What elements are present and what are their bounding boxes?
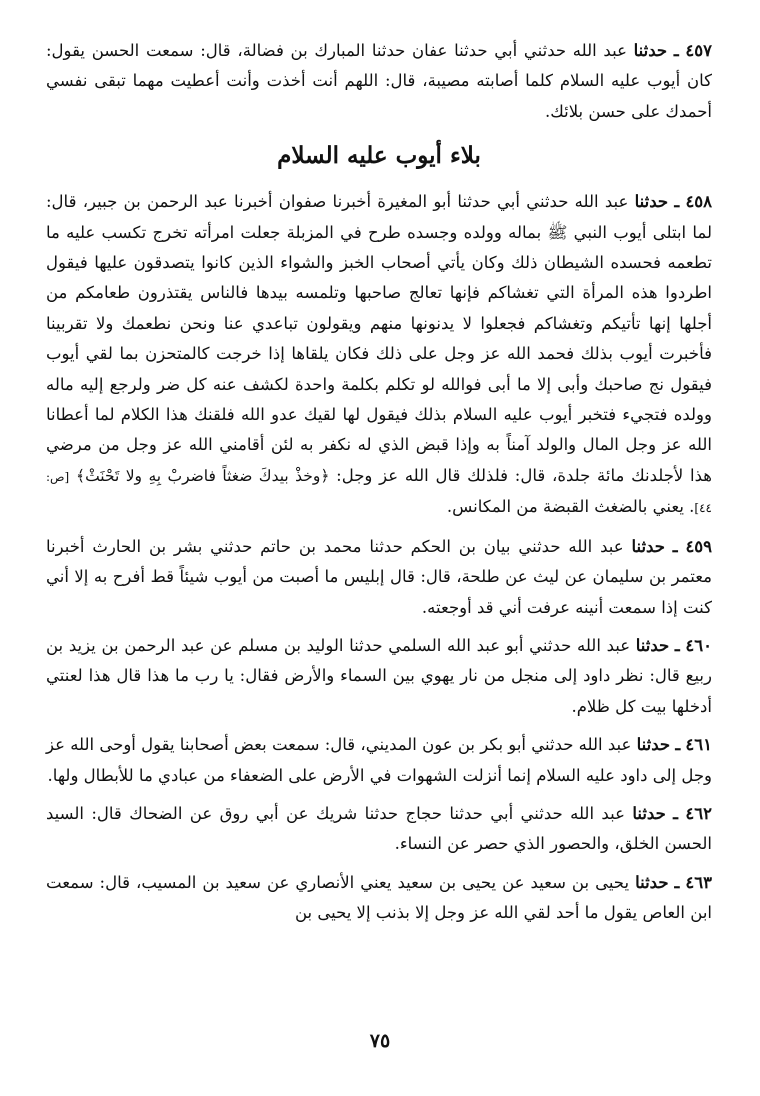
- hadith-text: يحيى بن سعيد عن يحيى بن سعيد يعني الأنصاري عن سعيد بن المسيب، قال: سمعت ابن العاص يقول ما أحد لقي الله عز وجل إلا بذنب إلا يحيى بن: [46, 872, 712, 923]
- hadith-463: [46, 868, 712, 929]
- hadith-keyword: حدثنا: [635, 635, 670, 655]
- hadith-dash: ـ: [674, 192, 680, 212]
- hadith-keyword: حدثنا: [632, 803, 666, 823]
- hadith-462: [46, 799, 712, 860]
- hadith-number: ٤٥٨: [685, 192, 713, 212]
- page-number: ٧٥: [369, 1030, 391, 1052]
- hadith-457: [46, 36, 712, 127]
- hadith-keyword: حدثنا: [636, 735, 671, 755]
- section-heading: بلاء أيوب عليه السلام: [277, 142, 481, 170]
- hadith-keyword: حدثنا: [634, 192, 669, 212]
- hadith-text: عبد الله حدثني بيان بن الحكم حدثنا محمد بن حاتم حدثني بشر بن الحارث أخبرنا معتمر بن سليمان عن ليث عن طلحة، قال: قال إبليس ما أصبت من أيوب شيئاً قط أفرح به إلا أني كنت إذا سمعت أنينه عرفت أني قد أوجعته.: [46, 536, 712, 617]
- hadith-459: [46, 532, 712, 623]
- hadith-text: عبد الله حدثني أبو عبد الله السلمي حدثنا الوليد بن مسلم عن عبد الرحمن بن يزيد بن ربيع قال: نظر داود إلى منجل من نار يهوي بين السماء والأرض فقال: يا رب ما هذا قال هذا لعنتي أدخلها بيت كل ظلام.: [46, 635, 712, 716]
- hadith-number: ٤٥٩: [685, 536, 713, 556]
- hadith-460: [46, 631, 712, 722]
- hadith-text: عبد الله حدثني أبو بكر بن عون المديني، قال: سمعت بعض أصحابنا يقول أوحى الله عز وجل إلى داود عليه السلام إنما أنزلت الشهوات في الأرض على الضعفاء من عبادي ما للأبطال ولها.: [46, 735, 712, 785]
- hadith-number: ٤٦٣: [685, 872, 712, 892]
- quran-verse: ﴿وخذْ بيدكَ ضغثاً فاضربْ بِهِ ولا تَحْنَثْ﴾: [75, 466, 330, 485]
- hadith-number: ٤٦٢: [685, 803, 712, 823]
- hadith-dash: ـ: [675, 735, 681, 755]
- hadith-dash: ـ: [673, 803, 679, 823]
- hadith-keyword: حدثنا: [633, 41, 668, 60]
- hadith-text: عبد الله حدثني أبي حدثنا حجاج حدثنا شريك عن أبي روق عن الضحاك قال: السيد الحسن الخلق، والحصور الذي حصر عن النساء.: [46, 803, 712, 854]
- hadith-keyword: حدثنا: [631, 536, 665, 556]
- hadith-text: عبد الله حدثني أبي حدثنا أبو المغيرة أخبرنا صفوان أخبرنا عبد الرحمن بن جبير، قال: لما ابتلى أيوب النبي ﷺ بماله وولده وجسده طرح في المزبلة جعلت امرأته تخرج تكسب عليه ما تطعمه فحسده الشيطان ذلك وكان يأتي أصحاب الخبز والشواء الذين كانوا يتصدقون عليها فيقول اطردوا هذه المرأة التي تغشاكم فإنها تعالج صاحبها وتلمسه بيدها فالناس يقتذرون طعامكم من أجلها إنها تأتيكم وتغشاكم فجعلوا لا يدنونها منهم ويقولون تباعدي عنا ونحن نطعمك ولا تقربينا فأخبرت أيوب بذلك فحمد الله عز وجل على ذلك فكان يلقاها إذا خرجت كالمتحزن بما لقي أيوب فيقول نج صاحبك وأبى إلا ما أبى فوالله لو تكلم بكلمة واحدة لكشف عنه كل ضر ولرجع إليه ماله وولده فتجيء فتخبر أيوب عليه السلام بذلك فيقول لها لقيك عدو الله فلقنك هذا الكلام لما أعطانا الله عز وجل المال والولد آمناً به وإذا قبض الذي له نكفر به لئن أقامني الله عز وجل من مرضي هذا لأجلدنك مائة جلدة، قال: فلذلك قال الله عز وجل:: [46, 192, 712, 485]
- hadith-458: [46, 187, 712, 523]
- hadith-keyword: حدثنا: [635, 872, 669, 892]
- hadith-number: ٤٦٠: [685, 635, 712, 655]
- hadith-dash: ـ: [673, 41, 679, 60]
- hadith-dash: ـ: [672, 536, 678, 556]
- hadith-text-continued: . يعني بالضغث القبضة من المكانس.: [446, 497, 695, 517]
- hadith-dash: ـ: [674, 872, 680, 892]
- hadith-number: ٤٦١: [685, 735, 712, 755]
- hadith-number: ٤٥٧: [685, 41, 712, 60]
- hadith-dash: ـ: [674, 635, 680, 655]
- hadith-461: [46, 730, 712, 791]
- quran-reference: [ص: ٤٤]: [46, 469, 712, 516]
- hadith-text: عبد الله حدثني أبي حدثنا عفان حدثنا المبارك بن فضالة، قال: سمعت الحسن يقول: كان أيوب عليه السلام كلما أصابته مصيبة، قال: اللهم أنت أخذت وأنت أعطيت مهما تبقى نفسي أحمدك على حسن بلائك.: [46, 41, 712, 121]
